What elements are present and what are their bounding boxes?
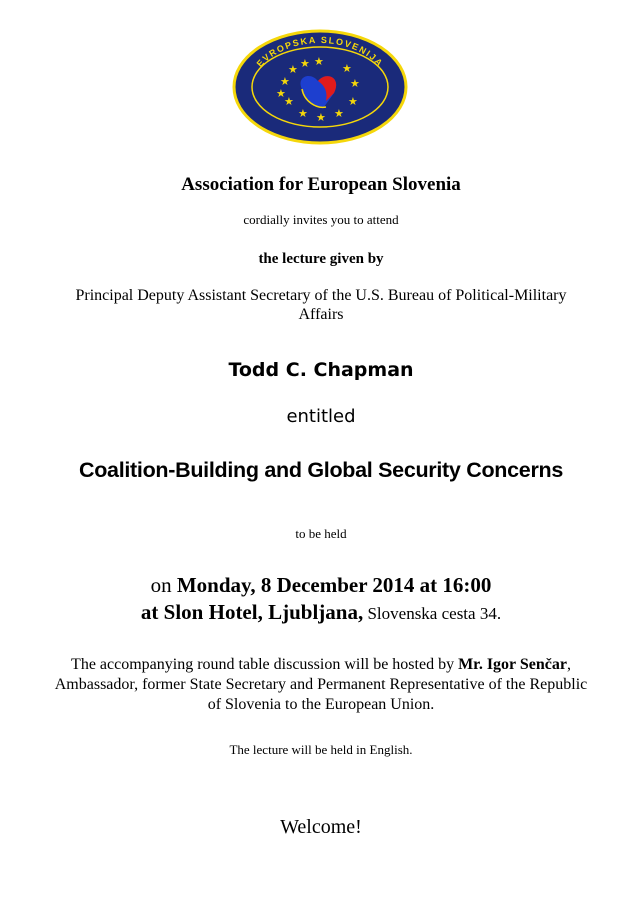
evropska-slovenija-logo [230,27,410,147]
speaker-role: Principal Deputy Assistant Secretary of the U.S. Bureau of Political-Military Affairs [75,287,567,323]
invite-line: cordially invites you to attend [243,212,399,227]
star-icon: ★ [342,63,352,75]
star-icon: ★ [300,58,310,70]
logo-ring-text: EVROPSKA SLOVENIJA [254,34,386,69]
date-time: Monday, 8 December 2014 at 16:00 [176,573,492,597]
entitled-line: entitled [286,406,356,427]
star-icon: ★ [280,76,290,88]
date-prefix: on [150,573,177,597]
star-icon: ★ [298,108,308,120]
organization-name: Association for European Slovenia [181,174,461,195]
date-venue-block [0,572,642,627]
speaker-name: Todd C. Chapman [228,359,414,381]
lecture-title: Coalition-Building and Global Security Concerns [78,458,564,482]
lecture-line: the lecture given by [258,251,384,267]
round-table-paragraph [50,655,592,715]
venue: at Slon Hotel, Ljubljana, [140,600,364,624]
star-icon: ★ [316,112,326,124]
closing-welcome: Welcome! [280,816,362,838]
star-icon: ★ [276,88,286,100]
star-icon: ★ [348,96,358,108]
star-icon: ★ [284,96,294,108]
to-be-held-line: to be held [295,526,347,541]
star-icon: ★ [314,56,324,68]
round-table-host: Mr. Igor Senčar [458,656,567,673]
star-icon: ★ [350,78,360,90]
round-table-rest: , Ambassador, former State Secretary and Permanent Representative of the Republic of Slovenia to the European Union. [54,656,588,713]
star-icon: ★ [334,108,344,120]
venue-line [0,599,642,627]
round-table-intro: The accompanying round table discussion will be hosted by [71,656,459,673]
address: Slovenska cesta 34. [363,604,502,623]
language-note: The lecture will be held in English. [229,742,413,757]
star-icon: ★ [288,64,298,76]
date-line [0,572,642,599]
